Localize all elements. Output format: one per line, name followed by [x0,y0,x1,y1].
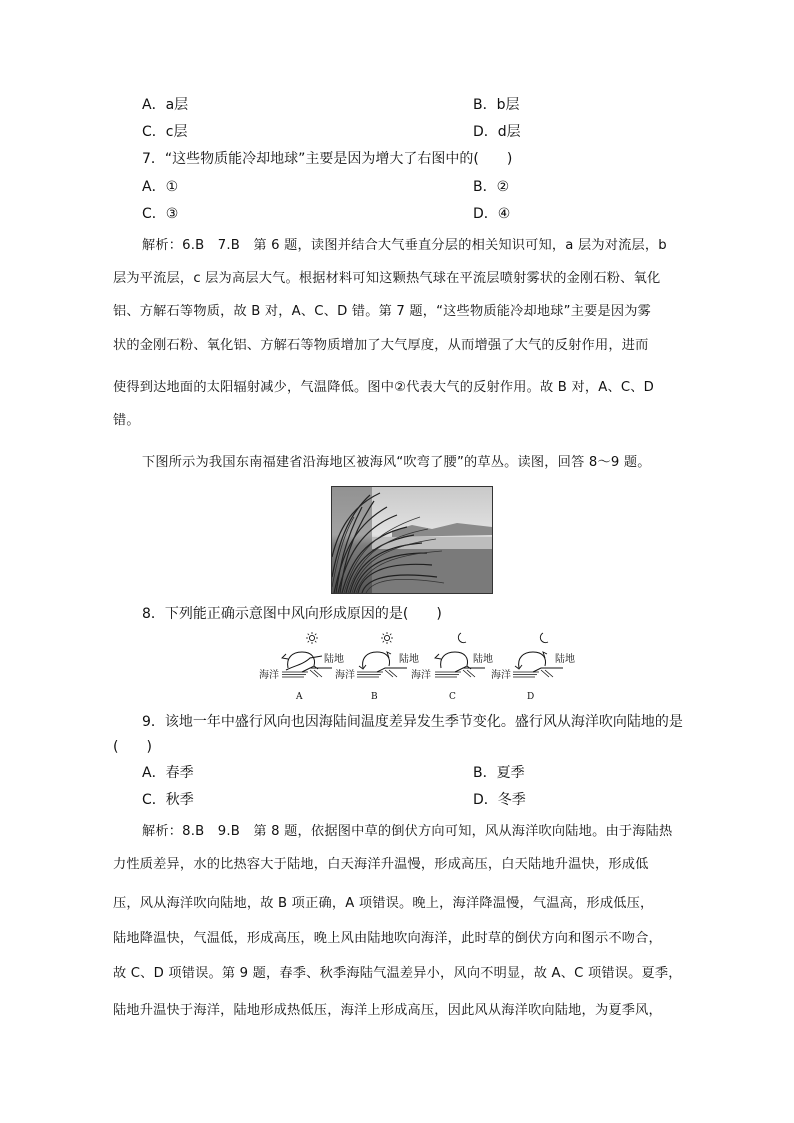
explanation-line: 故 C、D 项错误。第 9 题，春季、秋季海陆气温差异小，风向不明显，故 A、C 项错误。夏季， [113,966,682,981]
diagram-land-label: 陆地 [399,654,419,665]
moon-icon [540,633,548,643]
diagram-land-label: 陆地 [555,654,575,665]
explanation-line: 解析：6.B 7.B 第 6 题，读图并结合大气垂直分层的相关知识可知，a 层为对流层，b [142,238,667,253]
q6-option-c: C．c层 [142,124,188,140]
intro-text: 下图所示为我国东南福建省沿海地区被海风“吹弯了腰”的草丛。读图，回答 8～9 题。 [142,455,651,470]
diagram-letter-a: A [296,692,303,702]
q9-stem-line1: 9．该地一年中盛行风向也因海陆间温度差异发生季节变化。盛行风从海洋吹向陆地的是 [142,714,683,730]
q6-option-b: B．b层 [473,97,520,113]
explanation-line: 铝、方解石等物质，故 B 对，A、C、D 错。第 7 题，“这些物质能冷却地球”主要是因为雾 [113,304,652,319]
diagram-land-label: 陆地 [324,654,344,665]
sun-icon [306,632,318,644]
moon-icon [458,633,466,643]
q8-stem: 8．下列能正确示意图中风向形成原因的是( ) [142,606,442,622]
explanation-line: 状的金刚石粉、氧化铝、方解石等物质增加了大气厚度，从而增强了大气的反射作用，进而 [113,338,649,353]
explanation-line: 解析：8.B 9.B 第 8 题，依据图中草的倒伏方向可知，风从海洋吹向陆地。由于海陆热 [142,824,673,839]
diagram-letter-b: B [371,692,378,702]
diagram-letter-c: C [449,692,456,702]
q9-option-c: C．秋季 [142,792,194,808]
q9-option-a: A．春季 [142,765,194,781]
explanation-line: 使得到达地面的太阳辐射减少，气温降低。图中②代表大气的反射作用。故 B 对，A、C、D [113,380,654,395]
diagram-panel-a [259,632,344,702]
land-sea-breeze-diagram [252,628,582,706]
explanation-line: 陆地降温快，气温低，形成高压，晚上风由陆地吹向海洋，此时草的倒伏方向和图示不吻合， [113,931,662,946]
explanation-line: 陆地升温快于海洋，陆地形成热低压，海洋上形成高压，因此风从海洋吹向陆地，为夏季风， [113,1003,662,1018]
q6-option-d: D．d层 [473,124,521,140]
diagram-panel-c [411,633,493,702]
diagram-sea-label: 海洋 [411,670,431,681]
sun-icon [381,632,393,644]
q7-stem: 7．“这些物质能冷却地球”主要是因为增大了右图中的( ) [142,151,513,167]
explanation-line: 错。 [113,413,140,428]
explanation-line: 压，风从海洋吹向陆地，故 B 项正确，A 项错误。晚上，海洋降温慢，气温高，形成低压， [113,896,654,911]
q7-option-c: C．③ [142,206,179,222]
q7-option-b: B．② [473,179,510,195]
explanation-line: 层为平流层，c 层为高层大气。根据材料可知这颗热气球在平流层喷射雾状的金刚石粉、氧化 [113,271,661,286]
diagram-land-label: 陆地 [473,654,493,665]
q9-option-b: B．夏季 [473,765,525,781]
q6-option-a: A．a层 [142,97,189,113]
diagram-panel-b [335,632,419,702]
diagram-sea-label: 海洋 [259,670,279,681]
grass-photo [331,486,493,594]
q9-stem-line2: ( ) [113,739,152,755]
q9-option-d: D．冬季 [473,792,526,808]
diagram-panel-d [491,633,575,702]
diagram-letter-d: D [527,692,535,702]
q7-option-a: A．① [142,179,179,195]
explanation-line: 力性质差异，水的比热容大于陆地，白天海洋升温慢，形成高压，白天陆地升温快，形成低 [113,857,649,872]
diagram-sea-label: 海洋 [335,670,355,681]
diagram-sea-label: 海洋 [491,670,511,681]
q7-option-d: D．④ [473,206,511,222]
